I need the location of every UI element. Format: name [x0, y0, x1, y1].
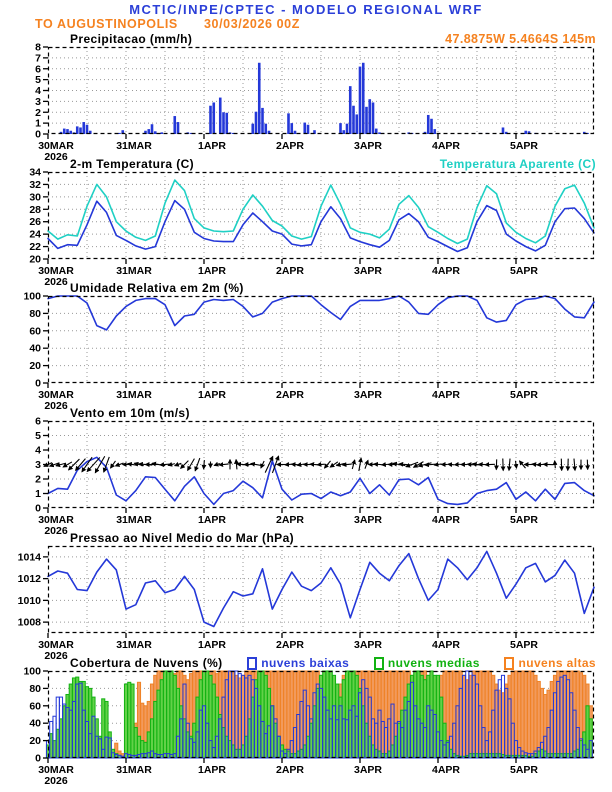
svg-text:0: 0	[35, 752, 41, 765]
svg-text:5APR: 5APR	[509, 514, 539, 526]
svg-text:2026: 2026	[44, 151, 68, 163]
svg-text:5APR: 5APR	[509, 265, 539, 277]
svg-text:60: 60	[29, 325, 41, 338]
wind-title: Vento em 10m (m/s)	[70, 406, 190, 420]
svg-text:2: 2	[35, 106, 41, 119]
svg-text:30MAR: 30MAR	[38, 265, 74, 277]
svg-text:20: 20	[29, 735, 41, 748]
station-label: TO AUGUSTINOPOLIS	[35, 17, 178, 31]
svg-text:20: 20	[29, 253, 41, 266]
svg-text:4: 4	[35, 444, 41, 457]
cloud-cover-title: Cobertura de Nuvens (%)	[70, 656, 223, 670]
svg-text:30MAR: 30MAR	[38, 639, 74, 651]
svg-text:1012: 1012	[17, 573, 41, 586]
coords-label: 47.8875W 5.4664S 145m	[445, 32, 596, 46]
svg-text:4: 4	[35, 85, 41, 97]
humidity-title: Umidade Relativa em 2m (%)	[70, 281, 244, 295]
svg-text:1014: 1014	[17, 551, 41, 564]
svg-text:2026: 2026	[44, 276, 68, 288]
svg-text:5: 5	[35, 74, 41, 87]
svg-text:30MAR: 30MAR	[38, 764, 74, 776]
svg-text:40: 40	[29, 717, 41, 730]
svg-text:2APR: 2APR	[275, 514, 305, 526]
pressure-chart	[0, 546, 612, 661]
svg-text:22: 22	[29, 241, 41, 254]
svg-text:3APR: 3APR	[353, 639, 383, 651]
svg-text:2026: 2026	[44, 525, 68, 537]
svg-text:2026: 2026	[44, 400, 68, 412]
svg-text:5: 5	[35, 430, 41, 442]
svg-text:1APR: 1APR	[197, 639, 227, 651]
svg-text:6: 6	[35, 415, 41, 428]
precipitation-title: Precipitacao (mm/h)	[70, 32, 193, 46]
svg-text:30: 30	[29, 191, 41, 204]
svg-text:31MAR: 31MAR	[116, 514, 152, 526]
high-clouds-swatch-icon	[504, 657, 514, 670]
svg-text:31MAR: 31MAR	[116, 389, 152, 401]
svg-text:1APR: 1APR	[197, 389, 227, 401]
svg-text:1APR: 1APR	[197, 265, 227, 277]
pressure-title: Pressao ao Nivel Medio do Mar (hPa)	[70, 531, 295, 545]
svg-text:2026: 2026	[44, 650, 68, 662]
svg-text:31MAR: 31MAR	[116, 639, 152, 651]
mid-clouds-label: nuvens medias	[387, 656, 480, 670]
pressure-title-row	[70, 531, 596, 545]
svg-text:3: 3	[35, 459, 41, 471]
temperature-title: 2-m Temperatura (C)	[70, 157, 195, 171]
svg-text:60: 60	[29, 700, 41, 713]
svg-text:2APR: 2APR	[275, 764, 305, 776]
svg-text:4APR: 4APR	[431, 265, 461, 277]
svg-text:2APR: 2APR	[275, 389, 305, 401]
svg-text:3APR: 3APR	[353, 140, 383, 152]
svg-text:40: 40	[29, 342, 41, 355]
legend-mid-clouds	[374, 656, 480, 670]
svg-text:100: 100	[23, 665, 41, 678]
svg-text:1008: 1008	[17, 616, 41, 629]
svg-text:4APR: 4APR	[431, 514, 461, 526]
svg-text:8: 8	[35, 41, 41, 54]
svg-text:24: 24	[29, 228, 41, 241]
precipitation-title-row	[70, 32, 596, 46]
svg-text:2APR: 2APR	[275, 140, 305, 152]
humidity-title-row	[70, 281, 596, 295]
svg-text:3APR: 3APR	[353, 389, 383, 401]
apparent-temperature-title: Temperatura Aparente (C)	[439, 157, 596, 171]
svg-text:6: 6	[35, 63, 41, 76]
svg-text:3APR: 3APR	[353, 265, 383, 277]
svg-text:5APR: 5APR	[509, 764, 539, 776]
low-clouds-swatch-icon	[247, 657, 257, 670]
svg-text:4APR: 4APR	[431, 764, 461, 776]
svg-text:28: 28	[29, 203, 41, 216]
svg-text:30MAR: 30MAR	[38, 514, 74, 526]
run-datetime-label: 30/03/2026 00Z	[204, 17, 300, 31]
precipitation-chart	[0, 41, 612, 163]
svg-text:80: 80	[29, 682, 41, 695]
svg-text:100: 100	[23, 290, 41, 303]
svg-text:1APR: 1APR	[197, 514, 227, 526]
svg-text:80: 80	[29, 307, 41, 320]
svg-text:2026: 2026	[44, 775, 68, 787]
humidity-chart	[0, 290, 612, 412]
svg-text:4APR: 4APR	[431, 389, 461, 401]
svg-text:5APR: 5APR	[509, 140, 539, 152]
svg-text:31MAR: 31MAR	[116, 265, 152, 277]
svg-text:30MAR: 30MAR	[38, 389, 74, 401]
svg-text:32: 32	[29, 178, 41, 191]
high-clouds-label: nuvens altas	[518, 656, 596, 670]
svg-text:26: 26	[29, 216, 41, 229]
svg-text:34: 34	[29, 166, 41, 179]
svg-text:2: 2	[35, 473, 41, 486]
cloud-title-row	[70, 656, 596, 670]
legend-low-clouds	[247, 656, 349, 670]
cloud-cover-chart	[0, 665, 612, 787]
svg-text:0: 0	[35, 128, 41, 141]
svg-text:1010: 1010	[17, 594, 41, 607]
svg-text:5APR: 5APR	[509, 639, 539, 651]
svg-text:1: 1	[35, 117, 41, 130]
svg-text:4APR: 4APR	[431, 140, 461, 152]
svg-text:2APR: 2APR	[275, 265, 305, 277]
svg-text:1APR: 1APR	[197, 764, 227, 776]
wind-chart	[0, 415, 612, 537]
low-clouds-label: nuvens baixas	[261, 656, 350, 670]
svg-text:3APR: 3APR	[353, 764, 383, 776]
svg-text:0: 0	[35, 502, 41, 515]
svg-text:2APR: 2APR	[275, 639, 305, 651]
wind-title-row	[70, 406, 596, 420]
svg-text:20: 20	[29, 360, 41, 373]
svg-text:4APR: 4APR	[431, 639, 461, 651]
page-title: MCTIC/INPE/CPTEC - MODELO REGIONAL WRF	[129, 2, 483, 17]
svg-text:31MAR: 31MAR	[116, 140, 152, 152]
svg-text:1APR: 1APR	[197, 140, 227, 152]
svg-text:7: 7	[35, 52, 41, 65]
svg-text:0: 0	[35, 377, 41, 390]
svg-text:30MAR: 30MAR	[38, 140, 74, 152]
svg-text:3APR: 3APR	[353, 514, 383, 526]
svg-text:31MAR: 31MAR	[116, 764, 152, 776]
svg-text:5APR: 5APR	[509, 389, 539, 401]
svg-text:1: 1	[35, 488, 41, 500]
mid-clouds-swatch-icon	[374, 657, 384, 670]
temperature-title-row	[70, 157, 596, 171]
legend-high-clouds	[504, 656, 596, 670]
svg-text:3: 3	[35, 95, 41, 108]
